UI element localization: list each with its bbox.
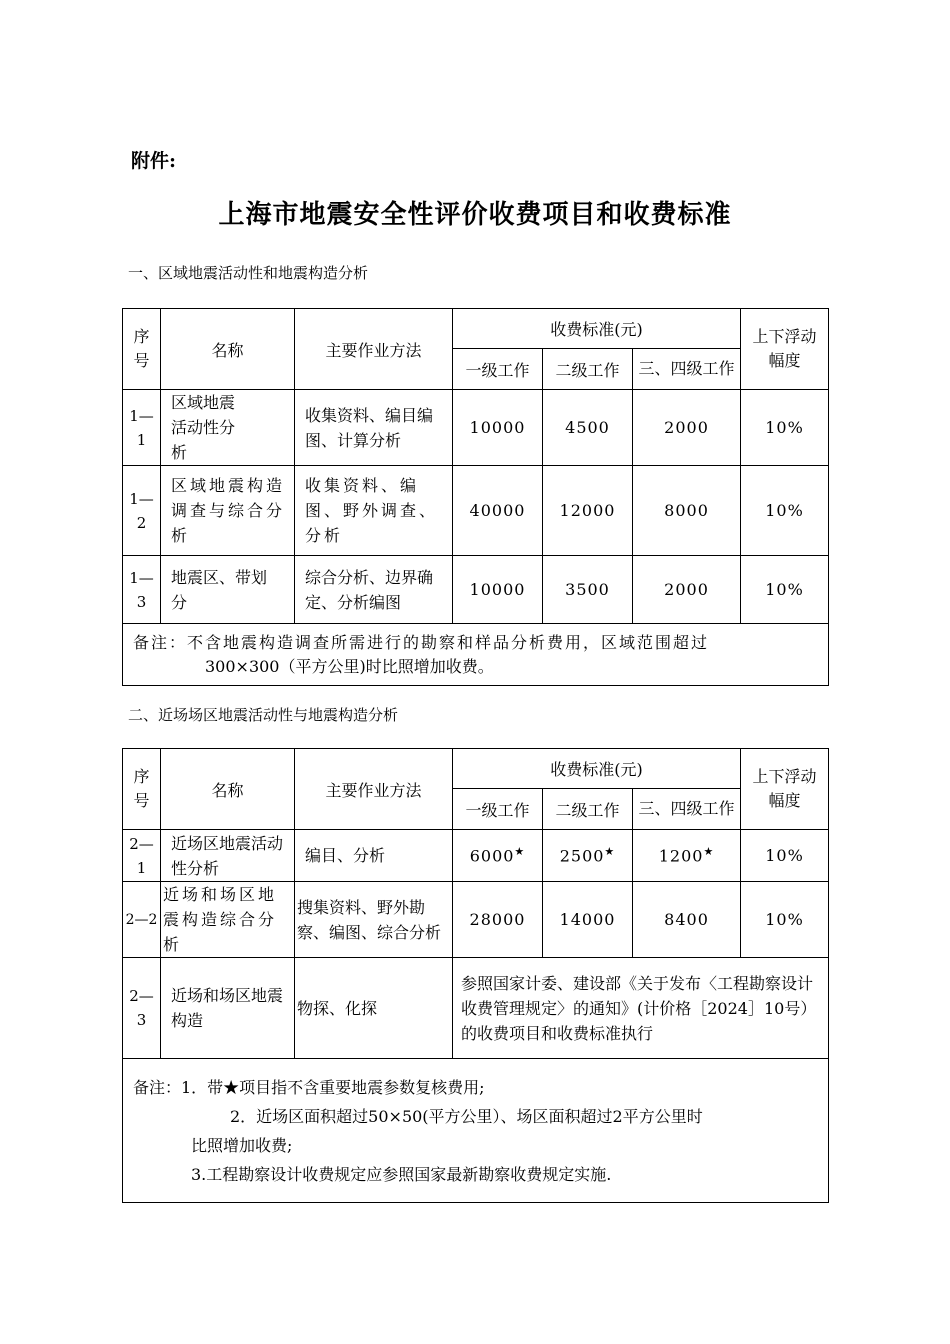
header-level2: 二级工作 [543, 349, 633, 390]
row-level2: 14000 [543, 882, 633, 958]
section2-heading: 二、近场场区地震活动性与地震构造分析 [128, 706, 399, 724]
note-line: 3.工程勘察设计收费规定应参照国家最新勘察收费规定实施. [191, 1164, 612, 1184]
fee-table-2 [122, 748, 829, 1203]
table-row [123, 830, 829, 882]
table2-note [123, 1059, 829, 1203]
row-level2: 12000 [543, 466, 633, 556]
row-method: 搜集资料、野外勘察、编图、综合分析 [295, 882, 453, 958]
row-method: 综合分析、边界确定、分析编图 [295, 556, 453, 624]
row-level2: 4500 [543, 390, 633, 466]
table-row [123, 466, 829, 556]
row-method: 编目、分析 [295, 830, 453, 882]
header-range: 上下浮动幅度 [741, 309, 829, 390]
row-name: 近场区地震活动性分析 [161, 830, 295, 882]
header-fee-group: 收费标准(元) [453, 309, 741, 349]
row-level2: 2500★ [543, 830, 633, 882]
row-index: 1—3 [123, 556, 161, 624]
row-range: 10% [741, 882, 829, 958]
header-range: 上下浮动幅度 [741, 749, 829, 830]
header-level2: 二级工作 [543, 789, 633, 830]
row-level1: 10000 [453, 390, 543, 466]
header-level1: 一级工作 [453, 349, 543, 390]
note-line: 备注：1．带★项目指不含重要地震参数复核费用; [133, 1077, 485, 1097]
row-index: 2—2 [123, 882, 161, 958]
section1-heading: 一、区域地震活动性和地震构造分析 [128, 264, 369, 282]
row-name: 近场和场区地震构造 [161, 958, 295, 1059]
table-row [123, 882, 829, 958]
row-index: 2—3 [123, 958, 161, 1059]
row-level34: 8000 [633, 466, 741, 556]
row-level34: 8400 [633, 882, 741, 958]
row-range: 10% [741, 556, 829, 624]
row-index: 2—1 [123, 830, 161, 882]
row-index: 1—2 [123, 466, 161, 556]
row-range: 10% [741, 466, 829, 556]
page-title: 上海市地震安全性评价收费项目和收费标准 [218, 200, 732, 230]
fee-table-1 [122, 308, 829, 686]
row-range: 10% [741, 830, 829, 882]
row-method: 物探、化探 [295, 958, 453, 1059]
row-level1: 40000 [453, 466, 543, 556]
row-name: 地震区、带划分 [161, 556, 295, 624]
note-line: 2．近场区面积超过50×50(平方公里）、场区面积超过2平方公里时 [230, 1106, 703, 1126]
header-level1: 一级工作 [453, 789, 543, 830]
header-level34: 三、四级工作 [633, 789, 741, 830]
header-method: 主要作业方法 [295, 309, 453, 390]
row-index: 1—1 [123, 390, 161, 466]
note-line: 备注：不含地震构造调查所需进行的勘察和样品分析费用，区域范围超过 [133, 632, 710, 652]
attachment-label: 附件: [131, 150, 177, 172]
row-level1: 6000★ [453, 830, 543, 882]
star-icon: ★ [604, 845, 616, 859]
star-icon: ★ [514, 845, 526, 859]
header-name: 名称 [161, 309, 295, 390]
row-level34: 1200★ [633, 830, 741, 882]
row-name: 区域地震活动性分析 [161, 390, 295, 466]
header-index: 序号 [123, 309, 161, 390]
row-name: 近场和场区地震构造综合分析 [161, 882, 295, 958]
table1-note [123, 624, 829, 686]
header-level34: 三、四级工作 [633, 349, 741, 390]
note-line: 300×300（平方公里)时比照增加收费。 [205, 656, 494, 676]
table-row [123, 958, 829, 1059]
row-reference: 参照国家计委、建设部《关于发布〈工程勘察设计收费管理规定〉的通知》(计价格［2024］10号）的收费项目和收费标准执行 [453, 958, 829, 1059]
row-method: 收集资料、编图、野外调查、分析 [295, 466, 453, 556]
row-level34: 2000 [633, 556, 741, 624]
row-method: 收集资料、编目编图、计算分析 [295, 390, 453, 466]
header-name: 名称 [161, 749, 295, 830]
table-row [123, 556, 829, 624]
row-level1: 10000 [453, 556, 543, 624]
row-name: 区域地震构造调查与综合分析 [161, 466, 295, 556]
row-range: 10% [741, 390, 829, 466]
row-level2: 3500 [543, 556, 633, 624]
header-index: 序号 [123, 749, 161, 830]
header-method: 主要作业方法 [295, 749, 453, 830]
header-fee-group: 收费标准(元) [453, 749, 741, 789]
note-line: 比照增加收费; [191, 1135, 293, 1155]
table-row [123, 390, 829, 466]
star-icon: ★ [703, 845, 715, 859]
row-level1: 28000 [453, 882, 543, 958]
row-level34: 2000 [633, 390, 741, 466]
